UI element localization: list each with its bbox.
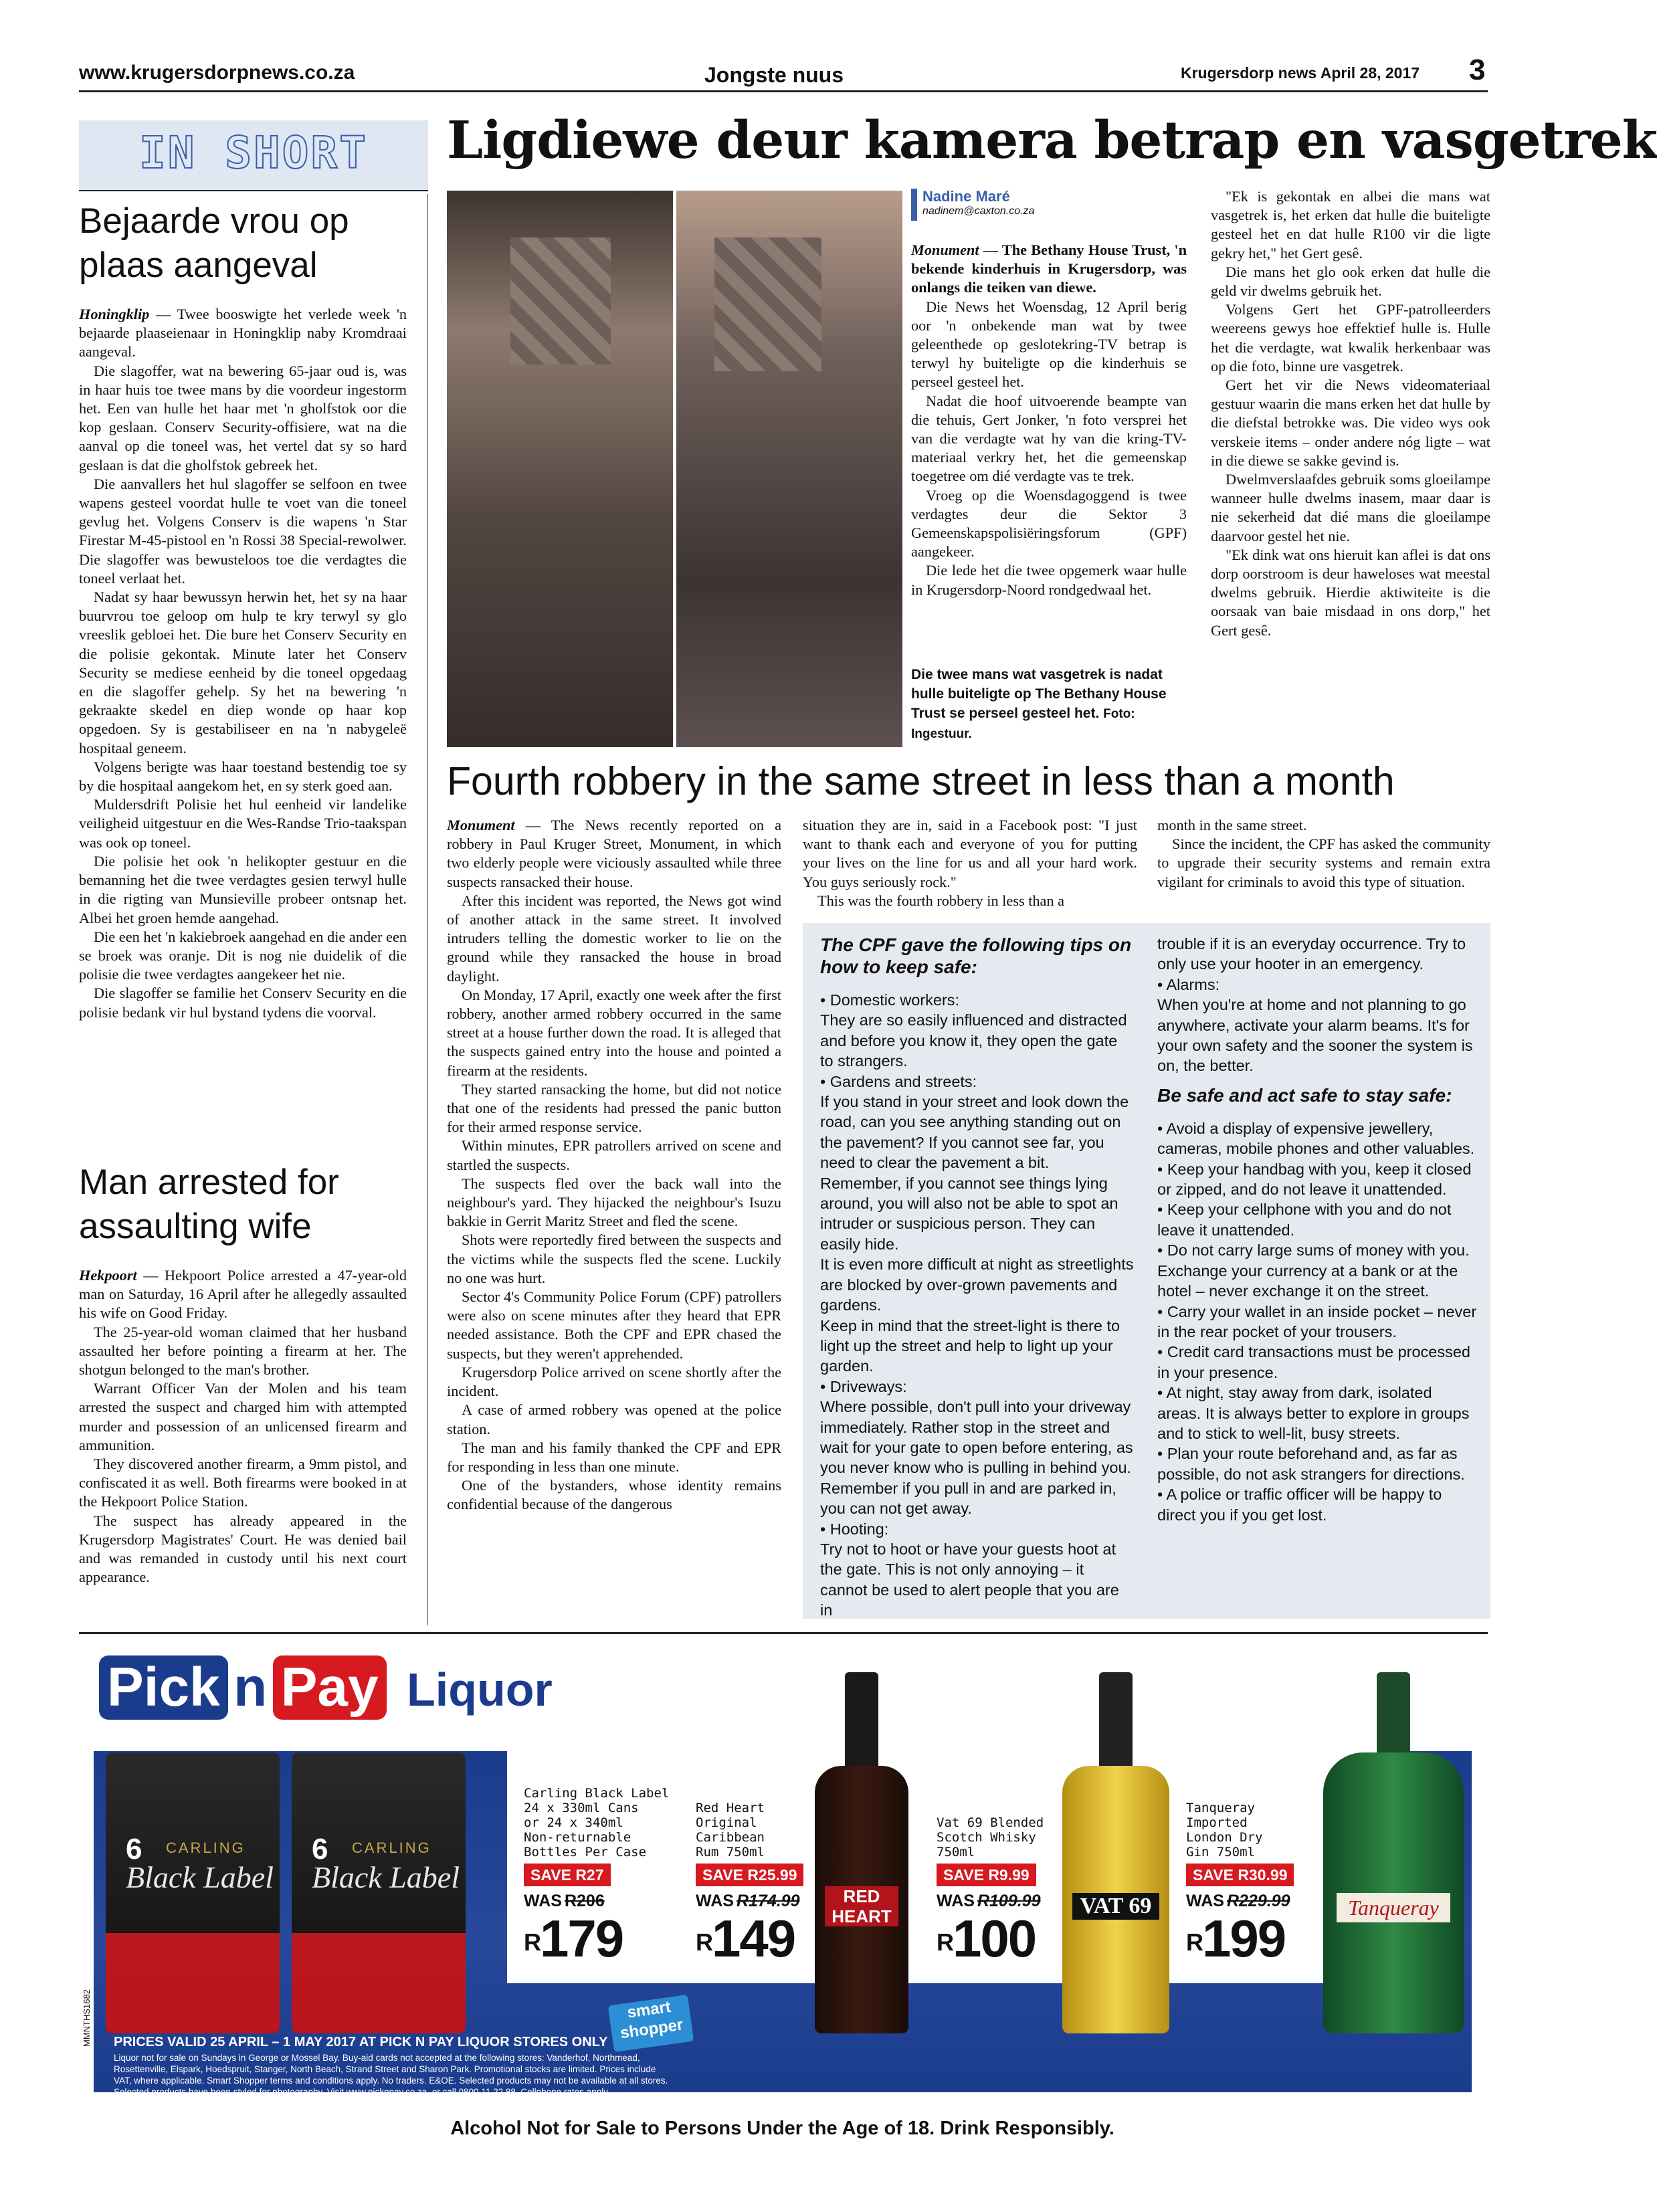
carling-label-left: Black Label <box>126 1860 274 1894</box>
photo-divider <box>673 191 676 747</box>
product-name: Vat 69 Blended <box>937 1815 1044 1830</box>
robbery-para: One of the bystanders, whose identity remains confidential because of the dangerous <box>447 1477 781 1513</box>
story1-para: Die een het 'n kakiebroek aangehad en die ander een se broek was oranje. Dit is nog nie duidelik of die polisie die twee verdagtes aangekeer het nie. <box>79 928 407 983</box>
tip-line: When you're at home and not planning to go anywhere, activate your alarm beams. It's for your own safety and the sooner the system is on, the better. <box>1157 996 1473 1075</box>
product-name: 750ml <box>937 1845 975 1859</box>
was-price: R174.99 <box>736 1892 800 1910</box>
carling-band-right <box>292 1933 466 2033</box>
price: $^R$100 <box>937 1909 1036 1968</box>
tip-line: • Avoid a display of expensive jewellery, cameras, mobile phones and other valuables. <box>1157 1119 1475 1158</box>
robbery-dateline: Monument <box>447 817 515 833</box>
main-para: "Ek dink wat ons hieruit kan aflei is dat ons dorp oorstroom is deur haweloses wat meestal dwelms gebruik. Hierdie aktiwiteite is die oorsaak van baie misdaad in ons dorp," het Gert gesê. <box>1211 546 1490 639</box>
author-byline <box>911 189 1143 221</box>
red-heart-label: RED HEART <box>825 1886 898 1926</box>
product-name: Red Heart <box>696 1801 765 1815</box>
robbery-col1 <box>447 816 781 1622</box>
was-label: WAS <box>1186 1892 1224 1910</box>
vat69-label: VAT 69 <box>1072 1893 1159 1920</box>
product-name: Carling Black Label <box>524 1786 670 1801</box>
story1-para: Honingklip — Twee booswigte het verlede week 'n bejaarde plaaseienaar in Honingklip naby Kromdraai aangeval. <box>79 306 407 361</box>
robbery-headline: Fourth robbery in the same street in less than a month <box>447 759 1395 803</box>
main-intro: Monument — The Bethany House Trust, 'n bekende kinderhuis in Krugersdorp, was onlangs die teiken van diewe. <box>911 241 1187 296</box>
was-label: WAS <box>937 1892 975 1910</box>
header-rule <box>79 90 1488 92</box>
carling-band-left <box>106 1933 280 2033</box>
pnp-advert <box>79 1639 1488 2114</box>
main-para: Die mans het glo ook erken dat hulle die geld vir dwelms gebruik het. <box>1211 263 1490 300</box>
pixelated-face-right <box>714 237 821 371</box>
photo-credit: Foto: Ingestuur. <box>911 707 1135 741</box>
carling-brand-right: CARLING <box>352 1839 431 1856</box>
tip-line: • Do not carry large sums of money with you. Exchange your currency at a bank or at the hotel – never exchange it on the street. <box>1157 1241 1470 1300</box>
shopper-text: shopper <box>619 2015 684 2043</box>
story2-para: They discovered another firearm, a 9mm pistol, and confiscated it as well. Both firearms were booked in at the Hekpoort Police Station. <box>79 1455 407 1510</box>
robbery-para: After this incident was reported, the News got wind of another attack in the same street. It involved intruders telling the domestic worker to lie on the ground while they ransacked the house in broad daylight. <box>447 892 781 985</box>
story2-para: Hekpoort — Hekpoort Police arrested a 47-year-old man on Saturday, 16 April after he allegedly assaulted his wife on Good Friday. <box>79 1267 407 1322</box>
pixelated-face-left <box>510 237 611 365</box>
robbery-para: They started ransacking the home, but did not notice that one of the residents had pressed the panic button for their armed response service. <box>447 1080 781 1136</box>
tip-line: trouble if it is an everyday occurrence. Try to only use your hooter in an emergency. <box>1157 935 1466 973</box>
logo-pick: Pick <box>99 1655 228 1720</box>
tip-line: • Keep your cellphone with you and do not leave it unattended. <box>1157 1201 1452 1239</box>
robbery-col2 <box>803 816 1137 913</box>
product-name: Non-returnable <box>524 1830 631 1845</box>
was-label: WAS <box>696 1892 734 1910</box>
publication-date: Krugersdorp news April 28, 2017 <box>1181 64 1420 82</box>
robbery-para: On Monday, 17 April, exactly one week after the first robbery, another armed robbery occurred in the same street at a house further down the road. It is alleged that the suspects gained entry into the house and pointed a firearm at the residents. <box>447 986 781 1079</box>
tip-line: • Gardens and streets: <box>820 1072 977 1090</box>
tip-line: Try not to hoot or have your guests hoot at the gate. This is not only annoying – it cannot be used to alert people that you are in <box>820 1540 1119 1619</box>
carling-count-left: 6 <box>126 1833 142 1866</box>
main-para: Die lede het die twee opgemerk waar hulle in Krugersdorp-Noord rondgedwaal het. <box>911 562 1187 598</box>
product-name: Gin 750ml <box>1186 1845 1255 1859</box>
story2-body <box>79 1266 407 1621</box>
robbery-para: situation they are in, said in a Facebook post: "I just want to thank each and everyone of you for putting your lives on the line for us and all your hard work. You guys seriously rock." <box>803 817 1137 890</box>
product-name: Imported <box>1186 1815 1248 1830</box>
robbery-para: Monument — The News recently reported on a robbery in Paul Kruger Street, Monument, in which two elderly people were viciously assaulted while three suspects ransacked their house. <box>447 817 781 890</box>
currency: R <box>524 1928 540 1956</box>
main-dateline: Monument <box>911 241 979 258</box>
main-para: Nadat die hoof uitvoerende beampte van die tehuis, Gert Jonker, 'n foto versprei het van die verdagte wat hy van die kring-TV-materiaal verkry het, het die gemeenskap toegetree om dié verdagte vas te trek. <box>911 392 1187 485</box>
fine-print-line: Rosettenville, Elspark, Hoedspruit, Stanger, North Beach, Strand Street and Sharon Park. Promotional stocks are limited. Prices include <box>114 2064 656 2074</box>
story2-dateline: Hekpoort <box>79 1267 137 1284</box>
story2-para: The 25-year-old woman claimed that her husband assaulted her before pointing a firearm at her. The shotgun belonged to the man's brother. <box>79 1323 407 1379</box>
product-name: London Dry <box>1186 1830 1263 1845</box>
product-red-heart[interactable] <box>696 1801 809 1966</box>
robbery-para: This was the fourth robbery in less than a <box>817 892 1065 909</box>
was-price: R206 <box>564 1892 605 1910</box>
story1-para: Muldersdrift Polisie het hul eenheid vir landelike veiligheid uitgestuur en die Wes-Randse Trio-taakspan was ook op toneel. <box>79 796 407 851</box>
main-col1 <box>911 241 1187 617</box>
page-number: 3 <box>1469 54 1486 86</box>
story1-para: Nadat sy haar bewussyn herwin het, het sy na haar buurvrou toe geloop om hulp te kry terwyl sy glo vreeslik gebloei het. Die bure het Conserv Security en die polisie gekontak. Minute later het Conserv Security se mediese eenheid by die toneel opgedaag en die slagoffer gehelp. Sy het na bewering 'n gekraakte skedel en diep wonde op haar kop opgedoen. Sy is gestabiliseer en na 'n nabygeleë hospitaal geneem. <box>79 589 407 757</box>
ad-code: MMNTHS1682 <box>82 1989 92 2047</box>
was-price: R109.99 <box>977 1892 1041 1910</box>
smart-text: smart <box>625 1997 672 2022</box>
story2-headline: Man arrested for assaulting wife <box>79 1163 339 1246</box>
robbery-para: A case of armed robbery was opened at the police station. <box>447 1401 781 1437</box>
story1-para: Die slagoffer se familie het Conserv Security en die polisie bedank vir hul bystand tydens die voorval. <box>79 985 407 1021</box>
save-badge: SAVE R27 <box>524 1864 611 1886</box>
robbery-para: Sector 4's Community Police Forum (CPF) patrollers were also on scene minutes after they heard that EPR needed assistance. Both the CPF and EPR chased the suspects, but they weren't apprehended. <box>447 1288 781 1362</box>
robbery-para: Within minutes, EPR patrollers arrived on scene and startled the suspects. <box>447 1137 781 1173</box>
main-col2 <box>1211 187 1490 749</box>
story1-para: Die aanvallers het hul slagoffer se selfoon en twee wapens gesteel voordat hulle te voet van die toneel gevlug het. Volgens Conserv is die wapens 'n Star Firestar M-45-pistool en 'n Rossi 38 Special-rewolwer. Die slagoffer was bewusteloos toe die verdagtes die toneel verlaat het. <box>79 475 407 587</box>
tip-line: • A police or traffic officer will be happy to direct you if you get lost. <box>1157 1486 1442 1524</box>
tip-line: If you stand in your street and look down the road, can you see anything standing out on the pavement? If you cannot see far, you need to clear the pavement a bit. Remember, if you cannot see things lying around, you will also not be able to spot an intruder or suspicious person. They can easily hide. <box>820 1093 1129 1253</box>
fine-print-line: Liquor not for sale on Sundays in George or Mossel Bay. Buy-aid cards not accepted at the following stores: Vanderhof, Northmead, <box>114 2053 640 2063</box>
caption-text: Die twee mans wat vasgetrek is nadat hulle buiteligte op The Bethany House Trust se perseel gesteel het. <box>911 667 1167 721</box>
pnp-logo[interactable] <box>99 1655 553 1729</box>
tip-line: • Credit card transactions must be processed in your presence. <box>1157 1343 1470 1381</box>
price: $^R$149 <box>696 1909 795 1968</box>
tips-right <box>1157 934 1478 1609</box>
tip-line: • Keep your handbag with you, keep it closed or zipped, and do not leave it unattended. <box>1157 1160 1472 1199</box>
main-para: Vroeg op die Woensdagoggend is twee verdagtes deur die Sektor 3 Gemeenskapspolisiëringsforum (GPF) aangekeer. <box>911 486 1187 561</box>
robbery-para: Shots were reportedly fired between the suspects and the victims while the suspects fled the scene. Luckily no one was hurt. <box>447 1231 781 1286</box>
tip-line: • Alarms: <box>1157 975 1220 993</box>
story1-para: Volgens berigte was haar toestand bestendig toe sy by die hospitaal aangekom het, en sy sterk goed aan. <box>79 758 407 795</box>
fine-print-line: VAT, where applicable. Smart Shopper terms and conditions apply. No traders. E&OE. Selected products may not be available at all stores. <box>114 2076 668 2086</box>
carling-label-right: Black Label <box>312 1860 460 1894</box>
tips-left <box>820 934 1135 1619</box>
tanqueray-bottle <box>1323 1672 1464 2033</box>
product-carling[interactable] <box>524 1786 678 1966</box>
tanqueray-label: Tanqueray <box>1337 1893 1450 1922</box>
tip-line: • Carry your wallet in an inside pocket – never in the rear pocket of your trousers. <box>1157 1302 1477 1340</box>
product-name: or 24 x 340ml <box>524 1815 623 1830</box>
tip-line: They are so easily influenced and distracted and before you know it, they open the gate to strangers. <box>820 1011 1127 1070</box>
site-url[interactable]: www.krugersdorpnews.co.za <box>79 62 355 84</box>
robbery-para: The suspects fled over the back wall into the neighbour's yard. They hijacked the neighbour's Isuzu bakkie in Gerrit Maritz Street and fled the scene. <box>447 1175 781 1230</box>
tip-line: • Hooting: <box>820 1520 889 1538</box>
product-name: Bottles Per Case <box>524 1845 647 1859</box>
was-label: WAS <box>524 1892 562 1910</box>
save-badge: SAVE R9.99 <box>937 1864 1036 1886</box>
photo-caption <box>911 665 1184 744</box>
in-short-banner <box>79 120 428 190</box>
robbery-para: Krugersdorp Police arrived on scene shortly after the incident. <box>447 1363 781 1400</box>
currency: R <box>696 1928 712 1956</box>
story1-dateline: Honingklip <box>79 306 150 322</box>
left-column-divider <box>427 194 428 1625</box>
main-para: Die News het Woensdag, 12 April berig oor 'n onbekende man wat by twee geleenthede op geslotekring-TV betrap is terwyl hy buiteligte op die kinderhuis se perseel gesteel het. <box>911 298 1187 391</box>
story2-para: Warrant Officer Van der Molen and his team arrested the suspect and charged him with attempted murder and possession of an unlicensed firearm and ammunition. <box>79 1380 407 1453</box>
ad-fine-print <box>114 2052 783 2098</box>
carling-count-right: 6 <box>312 1833 328 1866</box>
currency: R <box>1186 1928 1202 1956</box>
tips-heading-1: The CPF gave the following tips on how to keep safe: <box>820 934 1132 977</box>
product-name: Original <box>696 1815 757 1830</box>
logo-liquor: Liquor <box>407 1664 553 1716</box>
author-email[interactable]: nadinem@caxton.co.za <box>922 205 1035 217</box>
product-name: 24 x 330ml Cans <box>524 1801 639 1815</box>
tip-line: • Driveways: <box>820 1377 907 1395</box>
product-name: Scotch Whisky <box>937 1830 1036 1845</box>
tip-line: • At night, stay away from dark, isolated areas. It is always better to explore in groups and to stick to well-lit, busy streets. <box>1157 1384 1470 1442</box>
product-vat69[interactable] <box>937 1815 1057 1966</box>
currency: R <box>937 1928 953 1956</box>
story1-para: Die polisie het ook 'n helikopter gestuur en die bemanning het die twee verdagtes gesien terwyl hulle in die rigting van Munsieville probeer ontsnap het. Albei het groen hemde aangehad. <box>79 852 407 926</box>
robbery-para: Since the incident, the CPF has asked the community to upgrade their security systems and remain extra vigilant for criminals to avoid this type of situation. <box>1157 835 1490 890</box>
logo-pay: Pay <box>273 1655 387 1720</box>
robbery-para: The man and his family thanked the CPF and EPR for responding in less than one minute. <box>447 1439 781 1475</box>
logo-n: n <box>233 1657 268 1718</box>
main-para: Gert het vir die News videomateriaal gestuur waarin die mans erken het dat hulle by die diefstal betrokke was. Die video wys ook verskeie items – onder andere nóg ligte – wat in die diewe se sakke gevind is. <box>1211 377 1490 469</box>
ad-top-rule <box>79 1632 1488 1634</box>
alcohol-disclaimer: Alcohol Not for Sale to Persons Under the Age of 18. Drink Responsibly. <box>450 2118 1114 2139</box>
in-short-title: IN SHORT <box>139 127 368 179</box>
product-name: Tanqueray <box>1186 1801 1255 1815</box>
red-heart-bottle <box>811 1672 912 2033</box>
product-tanqueray[interactable] <box>1186 1801 1313 1966</box>
product-name: Caribbean <box>696 1830 765 1845</box>
price: $^R$199 <box>1186 1909 1286 1968</box>
tip-line: • Plan your route beforehand and, as far as possible, do not ask strangers for directions. <box>1157 1445 1465 1483</box>
robbery-col3 <box>1157 816 1490 913</box>
ad-validity: PRICES VALID 25 APRIL – 1 MAY 2017 AT PICK N PAY LIQUOR STORES ONLY <box>114 2035 608 2049</box>
save-badge: SAVE R25.99 <box>696 1864 803 1886</box>
story1-body <box>79 305 407 1134</box>
price: $^R$179 <box>524 1909 623 1968</box>
main-para: Dwelmverslaafdes gebruik soms gloeilampe wanneer hulle dwelms inasem, maar daar is nie sekerheid dat dié mans die gloeilampe daarvoor gestel het nie. <box>1211 471 1490 544</box>
story2-para: The suspect has already appeared in the Krugersdorp Magistrates' Court. He was denied bail and was remanded in custody until his next court appearance. <box>79 1512 407 1586</box>
product-name: Rum 750ml <box>696 1845 765 1859</box>
was-price: R229.99 <box>1226 1892 1290 1910</box>
save-badge: SAVE R30.99 <box>1186 1864 1294 1886</box>
story1-para: Die slagoffer, wat na bewering 65-jaar oud is, was in haar huis toe twee mans by die voordeur ingestorm het. Een van hulle het haar met 'n gholfstok oor die kop geslaan. Conserv Security-offisiere, wat na die aanval op die toneel was, het vertel dat sy so hard geslaan is dat die gholfstok gebreek het. <box>79 362 407 474</box>
suspects-photo <box>447 191 902 747</box>
in-short-rule <box>79 190 428 191</box>
story1-headline: Bejaarde vrou op plaas aangeval <box>79 201 349 285</box>
tips-heading-2: Be safe and act safe to stay safe: <box>1157 1084 1452 1106</box>
tip-line: It is even more difficult at night as streetlights are blocked by over-grown pavements and gardens. <box>820 1255 1134 1314</box>
section-label: Jongste nuus <box>704 63 844 87</box>
author-name: Nadine Maré <box>922 188 1010 205</box>
tip-line: • Domestic workers: <box>820 991 960 1009</box>
main-headline: Ligdiewe deur kamera betrap en vasgetrek <box>447 110 1657 171</box>
carling-brand-left: CARLING <box>166 1839 246 1856</box>
robbery-para: month in the same street. <box>1157 817 1307 833</box>
vat69-bottle <box>1062 1672 1169 2033</box>
fine-print-line: Selected products have been styled for photography. Visit www.picknpay.co.za, or call 0800 11 22 88. Cellphone rates apply. <box>114 2087 610 2097</box>
main-para: "Ek is gekontak en albei die mans wat vasgetrek is, het erken dat hulle die buiteligte gesteel het en dat hulle R100 vir die ligte gekry het," het Gert gesê. <box>1211 188 1490 262</box>
tip-line: Keep in mind that the street-light is there to light up the street and help to light up your garden. <box>820 1316 1120 1375</box>
tip-line: Where possible, don't pull into your driveway immediately. Rather stop in the street and wait for your gate to open before entering, as you never know who is pulling in behind you. Remember if you pull in and are parked in, you can not get away. <box>820 1398 1133 1518</box>
main-para: Volgens Gert het GPF-patrolleerders weereens gewys hoe effektief hulle is. Hulle het die verdagte, wat kwalik herkenbaar was op die foto, binne ure vasgetrek. <box>1211 301 1490 375</box>
